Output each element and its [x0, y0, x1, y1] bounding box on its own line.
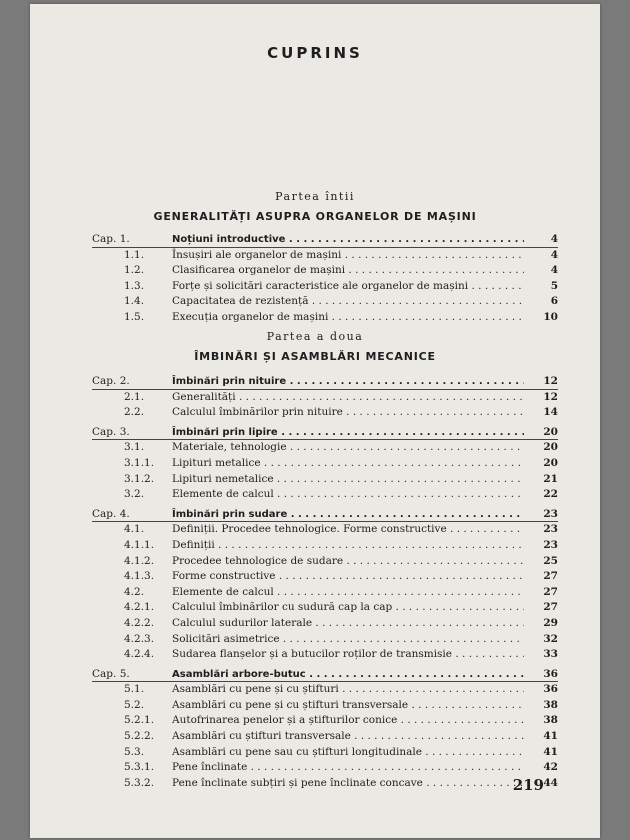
- toc-section-row: [92, 585, 558, 601]
- toc-entry-label: Execuția organelor de mașini . . .: [172, 310, 524, 325]
- toc-entry-label: Lipituri nemetalice . . .: [172, 472, 524, 487]
- toc-section-row: [92, 600, 558, 616]
- toc-entry-label: Asamblări cu știfturi transversale . . .: [172, 729, 524, 744]
- toc-section-row: [92, 263, 558, 279]
- toc-entry-label: Îmbinări prin sudare . . .: [172, 507, 524, 522]
- toc-entry-label: Elemente de calcul . . .: [172, 487, 524, 502]
- part-1-label: Partea întii: [275, 190, 355, 203]
- toc-entry-number: 4.2.: [124, 585, 145, 598]
- toc-section-row: [92, 729, 558, 745]
- toc-entry-number: Cap. 3.: [92, 425, 130, 438]
- toc-section-row: [92, 405, 558, 421]
- toc-entry-number: 4.1.3.: [124, 570, 155, 583]
- toc-entry-label: Forțe și solicitări caracteristice ale organelor de mașini . . .: [172, 279, 524, 294]
- toc-entry-label: Asamblări cu pene și cu știfturi . . .: [172, 682, 524, 697]
- toc-entry-label: Îmbinări prin lipire . . .: [172, 425, 524, 440]
- toc-entry-label: Definiții. Procedee tehnologice. Forme constructive . . .: [172, 522, 524, 537]
- toc-entry-number: 2.2.: [124, 406, 145, 419]
- toc-section-row: [92, 522, 558, 538]
- toc-entry-page: 12: [543, 390, 558, 403]
- toc-part-1: [92, 232, 558, 326]
- toc-entry-page: 44: [543, 776, 558, 789]
- toc-entry-page: 42: [543, 761, 558, 774]
- toc-part-2: [92, 374, 558, 791]
- toc-entry-label: Autofrinarea penelor și a știfturilor conice . . .: [172, 713, 524, 728]
- page-title: CUPRINS: [267, 44, 363, 62]
- toc-entry-number: 1.1.: [124, 248, 145, 261]
- toc-entry-label: Asamblări cu pene și cu știfturi transversale . . .: [172, 698, 524, 713]
- toc-entry-number: 3.1.1.: [124, 456, 155, 469]
- toc-entry-number: 5.2.1.: [124, 714, 155, 727]
- toc-entry-page: 23: [543, 523, 558, 536]
- toc-entry-page: 38: [543, 698, 558, 711]
- toc-chapter-row: [92, 425, 558, 441]
- toc-entry-page: 6: [550, 295, 558, 308]
- toc-entry-label: Pene înclinate . . .: [172, 760, 524, 775]
- toc-chapter-row: [92, 667, 558, 683]
- toc-entry-number: 3.2.: [124, 488, 145, 501]
- toc-entry-number: Cap. 4.: [92, 507, 130, 520]
- toc-entry-number: 5.2.: [124, 698, 145, 711]
- toc-entry-page: 10: [543, 310, 558, 323]
- toc-entry-page: 27: [543, 585, 558, 598]
- toc-section-row: [92, 647, 558, 663]
- toc-entry-page: 4: [550, 233, 558, 245]
- toc-entry-label: Elemente de calcul . . .: [172, 585, 524, 600]
- toc-chapter-row: [92, 507, 558, 523]
- toc-section-row: [92, 310, 558, 326]
- toc-entry-label: Clasificarea organelor de mașini . . .: [172, 263, 524, 278]
- toc-section-row: [92, 632, 558, 648]
- toc-entry-label: Calculul îmbinărilor prin nituire . . .: [172, 405, 524, 420]
- toc-entry-page: 23: [543, 538, 558, 551]
- toc-entry-page: 22: [543, 488, 558, 501]
- toc-entry-number: 5.3.: [124, 745, 145, 758]
- toc-chapter-row: [92, 374, 558, 390]
- toc-entry-page: 41: [543, 730, 558, 743]
- toc-entry-number: 1.2.: [124, 264, 145, 277]
- toc-entry-number: 5.3.1.: [124, 761, 155, 774]
- book-page: [30, 4, 600, 838]
- toc-entry-page: 29: [543, 616, 558, 629]
- toc-entry-label: Îmbinări prin nituire . . .: [172, 374, 524, 389]
- toc-section-row: [92, 760, 558, 776]
- toc-entry-number: 4.2.1.: [124, 601, 155, 614]
- toc-entry-number: 1.3.: [124, 279, 145, 292]
- toc-section-row: [92, 698, 558, 714]
- toc-entry-page: 4: [550, 248, 558, 261]
- toc-entry-page: 33: [543, 648, 558, 661]
- toc-section-row: [92, 713, 558, 729]
- toc-section-row: [92, 440, 558, 456]
- toc-section-row: [92, 554, 558, 570]
- toc-entry-page: 20: [543, 456, 558, 469]
- toc-entry-label: Lipituri metalice . . .: [172, 456, 524, 471]
- toc-section-row: [92, 279, 558, 295]
- toc-entry-number: Cap. 1.: [92, 233, 130, 245]
- toc-entry-page: 23: [543, 507, 558, 520]
- toc-entry-label: Generalități . . .: [172, 390, 524, 405]
- toc-section-row: [92, 390, 558, 406]
- toc-section-row: [92, 538, 558, 554]
- toc-entry-label: Pene înclinate subțiri și pene înclinate concave . . .: [172, 776, 524, 791]
- toc-section-row: [92, 248, 558, 264]
- toc-section-row: [92, 569, 558, 585]
- toc-entry-page: 36: [543, 667, 558, 680]
- toc-entry-page: 14: [543, 406, 558, 419]
- toc-entry-number: 2.1.: [124, 390, 145, 403]
- toc-section-row: [92, 745, 558, 761]
- toc-entry-label: Capacitatea de rezistență . . .: [172, 294, 524, 309]
- toc-entry-page: 21: [543, 472, 558, 485]
- toc-entry-number: Cap. 5.: [92, 667, 130, 680]
- part-2-heading: ÎMBINĂRI ȘI ASAMBLĂRI MECANICE: [194, 350, 436, 363]
- toc-entry-page: 32: [543, 632, 558, 645]
- toc-entry-label: Definiții . . .: [172, 538, 524, 553]
- toc-entry-number: 1.4.: [124, 295, 145, 308]
- toc-entry-number: 4.1.2.: [124, 554, 155, 567]
- toc-entry-page: 20: [543, 425, 558, 438]
- toc-entry-number: 4.2.2.: [124, 616, 155, 629]
- toc-section-row: [92, 456, 558, 472]
- toc-entry-number: 5.1.: [124, 683, 145, 696]
- toc-entry-number: 3.1.: [124, 441, 145, 454]
- toc-entry-label: Solicitări asimetrice . . .: [172, 632, 524, 647]
- toc-entry-page: 38: [543, 714, 558, 727]
- toc-section-row: [92, 776, 558, 792]
- toc-entry-page: 27: [543, 601, 558, 614]
- toc-entry-page: 27: [543, 570, 558, 583]
- toc-entry-label: Noțiuni introductive . . .: [172, 232, 524, 247]
- toc-entry-page: 41: [543, 745, 558, 758]
- toc-entry-label: Asamblări cu pene sau cu știfturi longitudinale . . .: [172, 745, 524, 760]
- toc-entry-page: 4: [550, 264, 558, 277]
- toc-chapter-row: [92, 232, 558, 248]
- toc-entry-page: 25: [543, 554, 558, 567]
- toc-entry-label: Asamblări arbore-butuc . . .: [172, 667, 524, 682]
- toc-entry-number: 4.1.1.: [124, 538, 155, 551]
- toc-section-row: [92, 294, 558, 310]
- toc-entry-label: Forme constructive . . .: [172, 569, 524, 584]
- toc-entry-page: 36: [543, 683, 558, 696]
- toc-section-row: [92, 616, 558, 632]
- page-number: 219: [512, 776, 544, 794]
- toc-entry-page: 5: [550, 279, 558, 292]
- toc-section-row: [92, 472, 558, 488]
- toc-entry-label: Materiale, tehnologie . . .: [172, 440, 524, 455]
- toc-entry-page: 12: [543, 375, 558, 387]
- toc-entry-label: Sudarea flanșelor și a butucilor roților de transmisie . . .: [172, 647, 524, 662]
- toc-entry-number: 3.1.2.: [124, 472, 155, 485]
- toc-entry-number: 4.2.3.: [124, 632, 155, 645]
- toc-entry-label: Însușiri ale organelor de mașini . . .: [172, 248, 524, 263]
- toc-entry-number: Cap. 2.: [92, 375, 130, 387]
- toc-entry-number: 4.1.: [124, 523, 145, 536]
- part-2-label: Partea a doua: [266, 330, 364, 343]
- toc-entry-label: Procedee tehnologice de sudare . . .: [172, 554, 524, 569]
- toc-entry-number: 4.2.4.: [124, 648, 155, 661]
- part-1-heading: GENERALITĂȚI ASUPRA ORGANELOR DE MAȘINI: [153, 210, 477, 223]
- toc-entry-page: 20: [543, 441, 558, 454]
- toc-entry-label: Calculul îmbinărilor cu sudură cap la cap . . .: [172, 600, 524, 615]
- toc-entry-number: 1.5.: [124, 310, 145, 323]
- toc-entry-label: Calculul sudurilor laterale . . .: [172, 616, 524, 631]
- toc-section-row: [92, 682, 558, 698]
- toc-entry-number: 5.3.2.: [124, 776, 155, 789]
- toc-entry-number: 5.2.2.: [124, 730, 155, 743]
- toc-section-row: [92, 487, 558, 503]
